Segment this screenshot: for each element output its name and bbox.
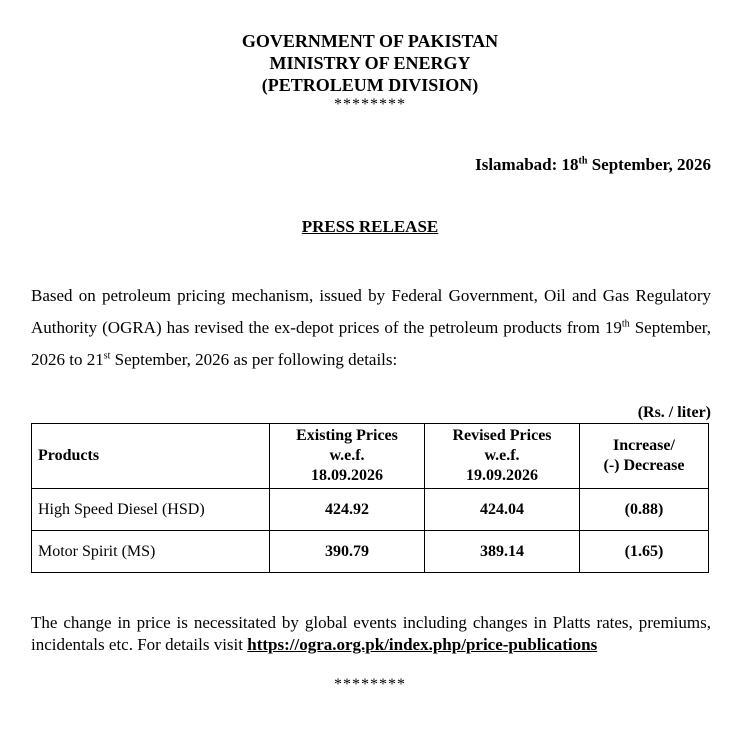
row-existing: 424.92	[270, 489, 425, 531]
header-government: GOVERNMENT OF PAKISTAN	[241, 31, 499, 51]
header-change-l1: Increase/	[613, 437, 675, 454]
price-table	[31, 423, 709, 573]
header-products: Products	[32, 424, 270, 489]
dateline	[475, 155, 711, 175]
row-product: Motor Spirit (MS)	[32, 531, 270, 573]
header-ministry: MINISTRY OF ENERGY	[269, 53, 471, 73]
unit-label: (Rs. / liter)	[637, 404, 711, 421]
paragraph-part3: September, 2026 as per following details:	[110, 350, 398, 369]
header-revised-l2: w.e.f.	[484, 447, 520, 464]
table-row	[32, 489, 709, 531]
header-revised-l1: Revised Prices	[452, 427, 552, 444]
header-change-l2: (-) Decrease	[603, 457, 685, 474]
header-existing-l1: Existing Prices	[296, 427, 398, 444]
footer-text: The change in price is necessitated by global events including changes in Platts rates, premiums, incidentals etc. For details visit	[31, 613, 711, 654]
dateline-suffix: September, 2026	[587, 155, 711, 174]
dateline-prefix: Islamabad: 18	[475, 155, 579, 174]
end-stars: ********	[334, 676, 406, 693]
paragraph-sup1: th	[621, 318, 630, 330]
row-existing: 390.79	[270, 531, 425, 573]
dateline-sup: th	[578, 155, 588, 167]
row-revised: 424.04	[425, 489, 580, 531]
paragraph-part1: Based on petroleum pricing mechanism, issued by Federal Government, Oil and Gas Regulatory Authority (OGRA) has revised the ex-depot prices of the petroleum products from 19	[31, 286, 711, 337]
header-existing-l2: w.e.f.	[329, 447, 365, 464]
table-row	[32, 531, 709, 573]
table-header-row	[32, 424, 709, 489]
header-change	[580, 424, 709, 489]
body-paragraph	[31, 280, 711, 376]
header-existing	[270, 424, 425, 489]
price-publications-link[interactable]: https://ogra.org.pk/index.php/price-publications	[247, 635, 598, 654]
row-change: (1.65)	[580, 531, 709, 573]
header-existing-l3: 18.09.2026	[311, 467, 383, 484]
row-revised: 389.14	[425, 531, 580, 573]
row-change: (0.88)	[580, 489, 709, 531]
header-revised	[425, 424, 580, 489]
press-release-title: PRESS RELEASE	[301, 217, 439, 236]
paragraph-part2: September, 2026 to 21	[31, 318, 711, 369]
header-stars: ********	[334, 96, 406, 113]
header-revised-l3: 19.09.2026	[466, 467, 538, 484]
document-header	[0, 30, 740, 114]
footer-paragraph	[31, 612, 711, 656]
row-product: High Speed Diesel (HSD)	[32, 489, 270, 531]
paragraph-sup2: st	[103, 350, 111, 362]
header-division: (PETROLEUM DIVISION)	[261, 75, 479, 95]
